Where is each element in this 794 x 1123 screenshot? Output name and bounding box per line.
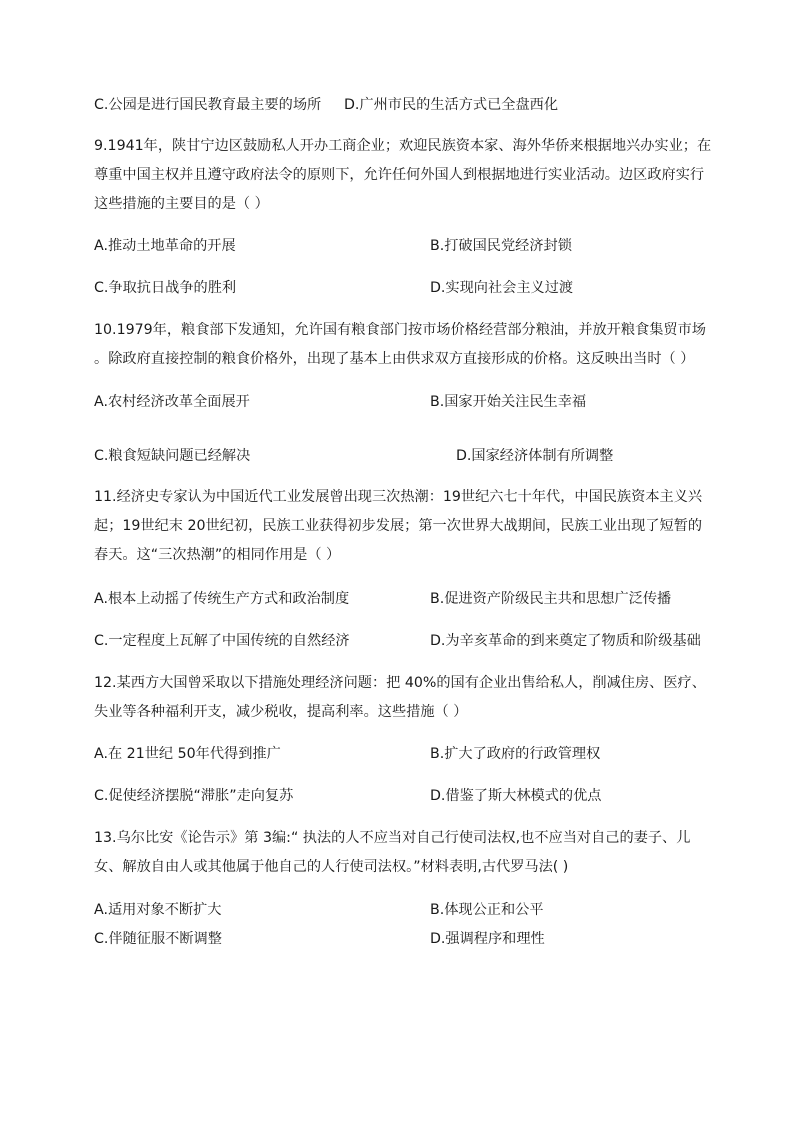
q9-stem-line-3: 这些措施的主要目的是（ ）	[94, 196, 269, 212]
q12-option-a: A.在 21世纪 50年代得到推广	[94, 746, 281, 762]
q9-stem-line-1: 9.1941年，陕甘宁边区鼓励私人开办工商企业；欢迎民族资本家、海外华侨来根据地兴办实业；在	[94, 138, 712, 154]
q13-option-b: B.体现公正和公平	[430, 902, 544, 918]
q11-stem-line-3: 春天。这“三次热潮”的相同作用是（ ）	[94, 547, 341, 563]
q13-option-a: A.适用对象不断扩大	[94, 902, 222, 918]
q9-option-c: C.争取抗日战争的胜利	[94, 280, 237, 296]
q9-stem-line-2: 尊重中国主权并且遵守政府法令的原则下，允许任何外国人到根据地进行实业活动。边区政府实行	[94, 167, 705, 183]
q12-stem-line-2: 失业等各种福利开支，减少税收，提高利率。这些措施（ ）	[94, 704, 468, 720]
q12-stem-line-1: 12.某西方大国曾采取以下措施处理经济问题：把 40%的国有企业出售给私人，削减住房、医疗、	[94, 675, 706, 691]
q9-option-a: A.推动土地革命的开展	[94, 238, 236, 254]
q10-stem-line-2: 。除政府直接控制的粮食价格外，出现了基本上由供求双方直接形成的价格。这反映出当时（ ）	[94, 351, 695, 367]
q8-option-d: D.广州市民的生活方式已全盘西化	[344, 97, 559, 113]
q12-option-c: C.促使经济摆脱“滞胀”走向复苏	[94, 788, 294, 804]
q11-stem-line-1: 11.经济史专家认为中国近代工业发展曾出现三次热潮：19世纪六七十年代，中国民族资本主义兴	[94, 489, 703, 505]
q11-option-d: D.为辛亥革命的到来奠定了物质和阶级基础	[430, 633, 701, 649]
q10-option-a: A.农村经济改革全面展开	[94, 394, 250, 410]
q8-option-c: C.公园是进行国民教育最主要的场所	[94, 97, 322, 113]
q11-option-a: A.根本上动摇了传统生产方式和政治制度	[94, 591, 350, 607]
q10-option-c: C.粮食短缺问题已经解决	[94, 448, 251, 464]
q12-option-b: B.扩大了政府的行政管理权	[430, 746, 601, 762]
q13-stem-line-2: 女、解放自由人或其他属于他自己的人行使司法权。”材料表明,古代罗马法( )	[94, 859, 569, 875]
q9-option-d: D.实现向社会主义过渡	[430, 280, 574, 296]
q10-option-d: D.国家经济体制有所调整	[456, 448, 614, 464]
q13-stem-line-1: 13.乌尔比安《论告示》第 3编:“ 执法的人不应当对自己行使司法权,也不应当对自己的妻子、儿	[94, 830, 691, 846]
q9-option-b: B.打破国民党经济封锁	[430, 238, 572, 254]
q13-option-c: C.伴随征服不断调整	[94, 931, 222, 947]
q10-option-b: B.国家开始关注民生幸福	[430, 394, 587, 410]
q11-option-b: B.促进资产阶级民主共和思想广泛传播	[430, 591, 672, 607]
q13-option-d: D.强调程序和理性	[430, 931, 545, 947]
q10-stem-line-1: 10.1979年，粮食部下发通知，允许国有粮食部门按市场价格经营部分粮油，并放开粮食集贸市场	[94, 322, 706, 338]
q11-stem-line-2: 起；19世纪末 20世纪初，民族工业获得初步发展；第一次世界大战期间，民族工业出现了短暂的	[94, 518, 703, 534]
q11-option-c: C.一定程度上瓦解了中国传统的自然经济	[94, 633, 350, 649]
q12-option-d: D.借鉴了斯大林模式的优点	[430, 788, 602, 804]
